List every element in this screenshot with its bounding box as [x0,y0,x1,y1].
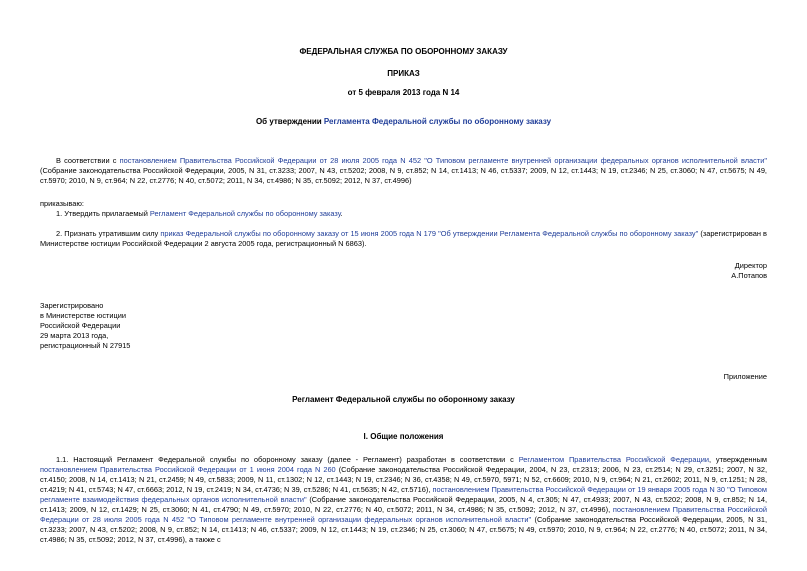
regulation-link[interactable]: Регламент Федеральной службы по оборонному заказу [149,209,341,218]
registration-block [40,301,130,351]
order-item-1 [40,209,767,219]
registration-line: в Министерстве юстиции [40,311,127,320]
p11-text-a: 1.1. Настоящий Регламент Федеральной службы по оборонному заказу (далее - Регламент) разработан в соответствии с [56,455,519,464]
preamble-text-post: (Собрание законодательства Российской Федерации, 2005, N 31, ст.3233; 2007, N 43, ст.5202; 2008, N 9, ст.852; N 14, ст.1413; N 46, ст.5337; 2009, N 12, ст.1443; N 19, ст.2346; N 25, ст.3060; N 47, ст.5675; N 49, ст.5970; 2010, N 9, ст.964; N 22, ст.2776; N 40, ст.5072; 2011, N 34, ст.4986; N 35, ст.5092; 2012, N 37, ст.4996) [40,166,767,185]
decree-452-link[interactable]: постановлением Правительства Российской Федерации от 28 июля 2005 года N 452 "О Типовом регламенте внутренней организации федеральных органов исполнительной власти" [119,156,767,165]
registration-line: регистрационный N 27915 [40,341,131,350]
registration-line: Зарегистрировано [40,301,104,310]
signature-position: Директор [734,261,767,270]
doc-title [0,117,807,127]
agency-heading: ФЕДЕРАЛЬНАЯ СЛУЖБА ПО ОБОРОННОМУ ЗАКАЗУ [299,47,508,56]
preamble-paragraph [40,156,767,186]
order-word: приказываю: [40,199,84,208]
order-179-link[interactable]: приказ Федеральной службы по оборонному заказу от 15 июня 2005 года N 179 "Об утверждении Регламента Федеральной службы по оборонному заказу" [160,229,699,238]
item-2-text-pre: 2. Признать утратившим силу [56,229,161,238]
p11-text-b: , утвержденным [709,455,767,464]
p11-text-d: (Собрание законодательства Российской Федерации, 2005, N 4, ст.305; N 47, ст.4933; 2007, N 43, ст.5202; 2008, N 9, ст.852; N 14, ст.1413; 2009, N 12, ст.1429; N 25, ст.3060; N 41, ст.4790; N 49, ст.5970; 2010, N 22, ст.2776; N 40, ст.5072; 2011, N 34, ст.4986; N 35, ст.5092; 2012, N 37, ст.4996), [40,495,767,514]
item-1-text-post: . [340,209,343,218]
order-item-2 [40,229,767,249]
government-regulation-link[interactable]: Регламентом Правительства Российской Федерации [518,455,709,464]
decree-30-link[interactable]: постановлением Правительства Российской Федерации от 19 января 2005 года N 30 "О Типовом регламенте взаимодействия федеральных органов исполнительной власти" [40,485,767,504]
p11-text-c: (Собрание законодательства Российской Федерации, 2004, N 23, ст.2313; 2006, N 23, ст.2514; N 29, ст.3251; 2007, N 32, ст.4150; 2008, N 14, ст.1413; N 21, ст.2459; N 49, ст.5833; 2009, N 11, ст.1302; N 12, ст.1443; N 19, ст.2346; N 36, ст.4358; N 49, ст.5970, 5971; N 52, ст.6609; 2010, N 9, ст.964; N 21, ст.2602; 2011, N 9, ст.1251; N 28, ст.4219; N 41, ст.5743; N 47, ст.6663; 2012, N 19, ст.2419; N 34, ст.4736; N 39, ст.5286; N 41, ст.5635; N 42, ст.5716), [40,465,767,494]
registration-line: Российской Федерации [40,321,121,330]
item-1-text-pre: 1. Утвердить прилагаемый [56,209,150,218]
regulation-title-link[interactable]: Регламента Федеральной службы по оборонному заказу [323,117,552,126]
doc-date: от 5 февраля 2013 года N 14 [347,88,460,97]
paragraph-1-1 [40,455,767,545]
item-2-text-post: (зарегистрирован в Министерстве юстиции Российской Федерации 2 августа 2005 года, регистрационный N 6863). [40,229,767,248]
registration-line: 29 марта 2013 года, [40,331,109,340]
section-heading: I. Общие положения [363,432,444,441]
doc-title-prefix: Об утверждении [255,117,324,126]
decree-452-appendix-link[interactable]: постановлением Правительства Российской Федерации от 28 июля 2005 года N 452 "О Типовом регламенте внутренней организации федеральных органов исполнительной власти" [40,505,767,524]
signature-name: А.Потапов [731,271,767,280]
preamble-text-pre: В соответствии с [56,156,120,165]
appendix-title: Регламент Федеральной службы по оборонному заказу [292,395,515,404]
p11-text-e: (Собрание законодательства Российской Федерации, 2005, N 31, ст.3233; 2007, N 43, ст.5202; 2008, N 9, ст.852; N 14, ст.1413; N 46, ст.5337; 2009, N 12, ст.1443; N 19, ст.2346; N 25, ст.3060; N 47, ст.5675; N 49, ст.5970; 2010, N 9, ст.964; N 22, ст.2776; N 40, ст.5072; 2011, N 34, ст.4986; N 35, ст.5092; 2012, N 37, ст.4996), а также с [40,515,768,544]
decree-260-link[interactable]: постановлением Правительства Российской Федерации от 1 июня 2004 года N 260 [40,465,336,474]
doc-type-heading: ПРИКАЗ [387,69,420,78]
appendix-label: Приложение [723,372,767,381]
